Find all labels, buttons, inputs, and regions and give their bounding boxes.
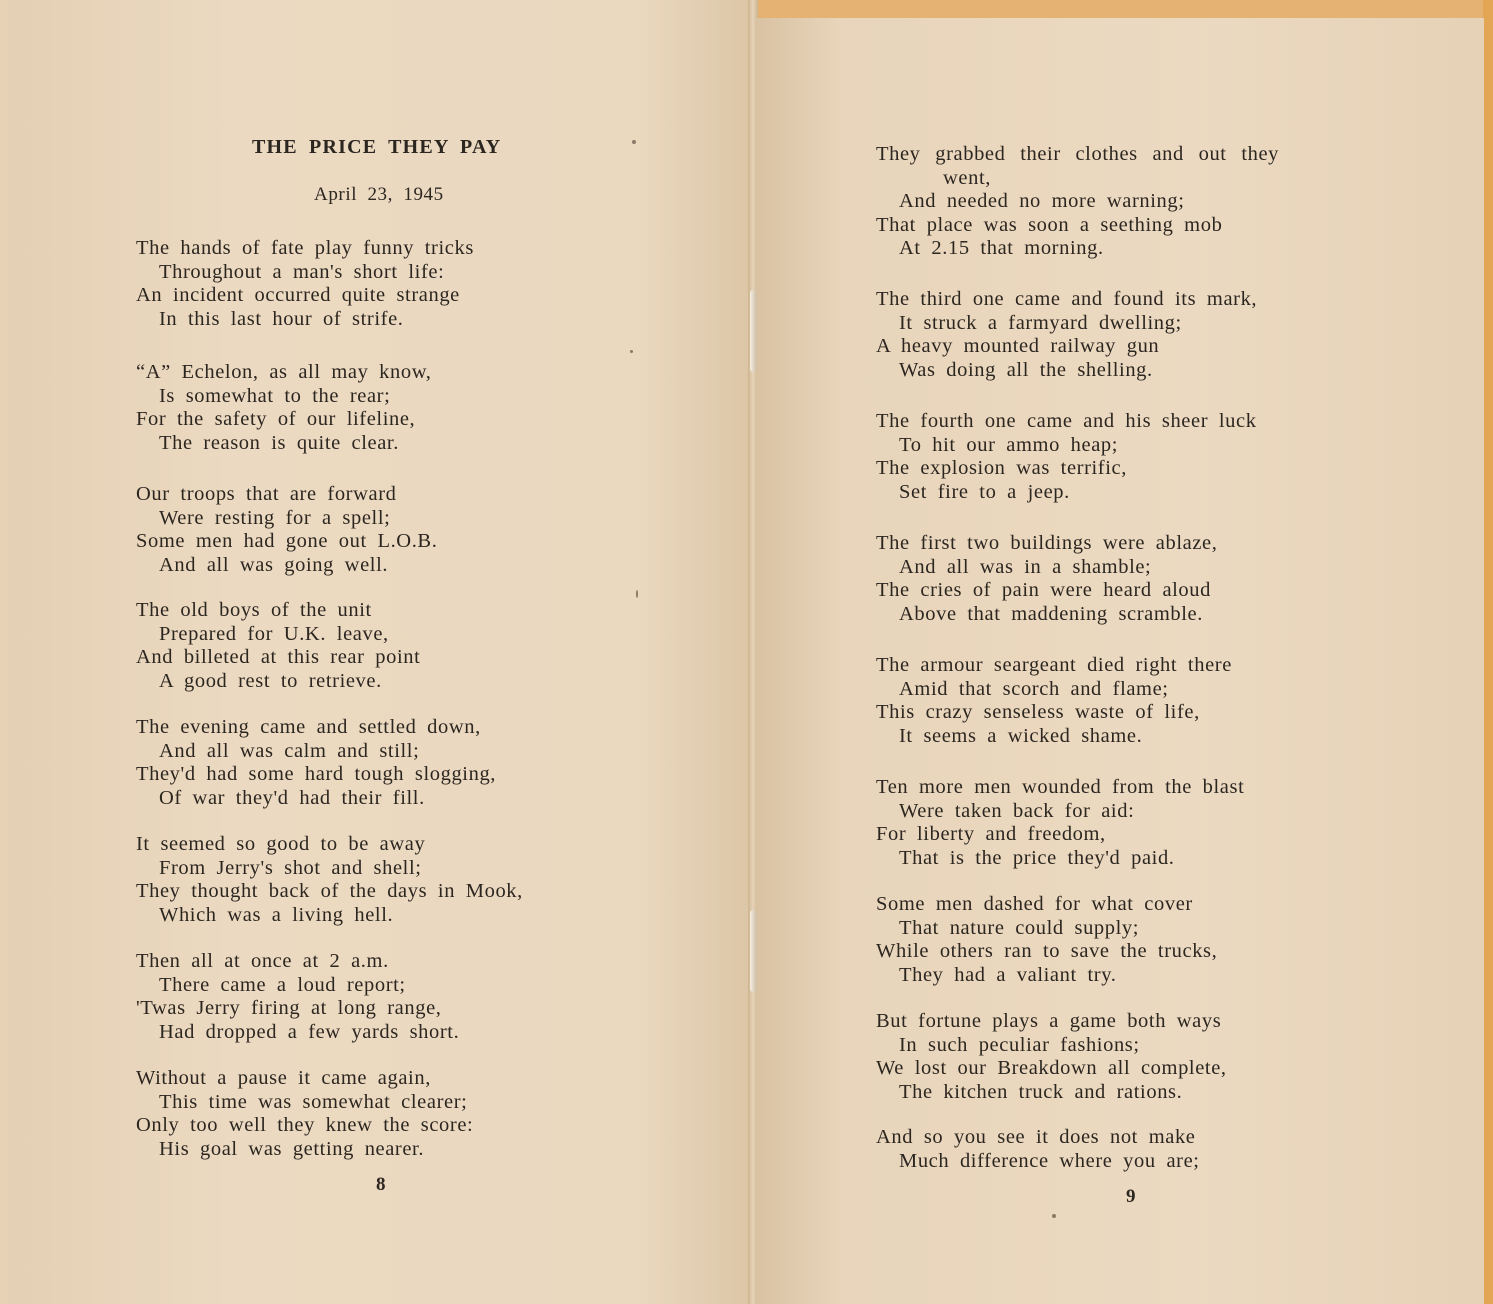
paper-speck — [1052, 1214, 1056, 1218]
poem-title: THE PRICE THEY PAY — [252, 136, 502, 158]
verse-line: That is the price they'd paid. — [899, 846, 1175, 869]
verse-line: Were taken back for aid: — [899, 799, 1135, 822]
verse-line: And so you see it does not make — [876, 1126, 1196, 1148]
verse-line-continuation: went, — [943, 166, 991, 189]
verse-line: And billeted at this rear point — [136, 646, 421, 669]
verse-line: The armour seargeant died right there — [876, 654, 1232, 676]
verse-line: While others ran to save the trucks, — [876, 940, 1218, 963]
verse-line: Some men dashed for what cover — [876, 893, 1193, 915]
verse-line: To hit our ammo heap; — [899, 433, 1119, 456]
verse-line: The explosion was terrific, — [876, 457, 1127, 480]
verse-line: 'Twas Jerry firing at long range, — [136, 997, 442, 1020]
verse-line: This crazy senseless waste of life, — [876, 701, 1200, 724]
verse-line: Were resting for a spell; — [159, 506, 391, 529]
verse-line: A heavy mounted railway gun — [876, 335, 1160, 358]
verse-line: Only too well they knew the score: — [136, 1114, 474, 1137]
verse-line: It seems a wicked shame. — [899, 724, 1143, 747]
verse-line: It struck a farmyard dwelling; — [899, 311, 1182, 334]
verse-line: For the safety of our lifeline, — [136, 408, 416, 431]
verse-line: Amid that scorch and flame; — [899, 677, 1169, 700]
verse-line: Some men had gone out L.O.B. — [136, 530, 438, 553]
verse-line: But fortune plays a game both ways — [876, 1010, 1222, 1032]
verse-line: Prepared for U.K. leave, — [159, 622, 389, 645]
page-number: 8 — [376, 1174, 387, 1195]
stanza-r7 — [876, 1010, 1227, 1104]
verse-line: This time was somewhat clearer; — [159, 1090, 468, 1113]
verse-line: The cries of pain were heard aloud — [876, 579, 1211, 602]
verse-line: The reason is quite clear. — [159, 431, 399, 454]
verse-line: There came a loud report; — [159, 973, 406, 996]
verse-line: Had dropped a few yards short. — [159, 1020, 460, 1043]
verse-line: Throughout a man's short life: — [159, 260, 445, 283]
verse-line: In such peculiar fashions; — [899, 1033, 1140, 1056]
stanza-r6 — [876, 893, 1217, 987]
poem-date: April 23, 1945 — [314, 184, 444, 205]
verse-line: The old boys of the unit — [136, 599, 372, 621]
verse-line: They thought back of the days in Mook, — [136, 880, 523, 903]
paper-speck — [632, 140, 636, 144]
verse-line: And all was calm and still; — [159, 739, 420, 762]
stanza-r4 — [876, 654, 1232, 748]
verse-line: A good rest to retrieve. — [159, 669, 382, 692]
stanza-6 — [136, 833, 523, 927]
cover-top-edge — [756, 0, 1493, 18]
verse-line: Was doing all the shelling. — [899, 358, 1153, 381]
stanza-7 — [136, 950, 459, 1044]
verse-line: From Jerry's shot and shell; — [159, 856, 422, 879]
stanza-8 — [136, 1067, 473, 1161]
verse-line: And all was in a shamble; — [899, 555, 1152, 578]
verse-line: And all was going well. — [159, 553, 389, 576]
verse-line: Set fire to a jeep. — [899, 480, 1070, 503]
verse-line: They'd had some hard tough slogging, — [136, 763, 497, 786]
verse-line: “A” Echelon, as all may know, — [136, 361, 432, 383]
verse-line: We lost our Breakdown all complete, — [876, 1057, 1227, 1080]
verse-line: Which was a living hell. — [159, 903, 394, 926]
stanza-r1 — [876, 288, 1257, 382]
verse-line: His goal was getting nearer. — [159, 1137, 425, 1160]
verse-line: It seemed so good to be away — [136, 833, 426, 855]
verse-line: The fourth one came and his sheer luck — [876, 410, 1257, 432]
verse-line: Of war they'd had their fill. — [159, 786, 425, 809]
verse-line: Ten more men wounded from the blast — [876, 776, 1245, 798]
verse-line-text: They grabbed their clothes and out they — [876, 143, 1280, 165]
verse-line — [876, 143, 1386, 167]
stanza-2 — [136, 361, 432, 455]
stanza-r3 — [876, 532, 1217, 626]
verse-line: An incident occurred quite strange — [136, 284, 460, 307]
stanza-r2 — [876, 410, 1257, 504]
stanza-5 — [136, 716, 496, 810]
stanza-r8 — [876, 1126, 1200, 1173]
verse-line: Our troops that are forward — [136, 483, 397, 505]
verse-line: That nature could supply; — [899, 916, 1140, 939]
stanza-4 — [136, 599, 420, 693]
verse-line: That place was soon a seething mob — [876, 213, 1223, 236]
right-page — [756, 18, 1484, 1304]
verse-line: The third one came and found its mark, — [876, 288, 1258, 310]
stanza-3 — [136, 483, 437, 577]
verse-line: At 2.15 that morning. — [899, 237, 1104, 260]
paper-speck — [636, 590, 638, 598]
stanza-continued — [876, 143, 1386, 261]
verse-line: Then all at once at 2 a.m. — [136, 950, 389, 972]
left-page — [8, 0, 750, 1304]
verse-line: The first two buildings were ablaze, — [876, 532, 1218, 554]
page-number: 9 — [1126, 1186, 1137, 1207]
verse-line: The kitchen truck and rations. — [899, 1080, 1183, 1103]
verse-line: And needed no more warning; — [899, 190, 1185, 213]
stanza-1 — [136, 237, 474, 331]
verse-line: Above that maddening scramble. — [899, 602, 1203, 625]
stanza-r5 — [876, 776, 1244, 870]
paper-speck — [630, 350, 633, 353]
verse-line: For liberty and freedom, — [876, 823, 1106, 846]
verse-line: The hands of fate play funny tricks — [136, 237, 474, 259]
verse-line: Much difference where you are; — [899, 1149, 1200, 1172]
verse-line: Without a pause it came again, — [136, 1067, 431, 1089]
verse-line: Is somewhat to the rear; — [159, 384, 391, 407]
verse-line: In this last hour of strife. — [159, 307, 404, 330]
verse-line: The evening came and settled down, — [136, 716, 481, 738]
verse-line: They had a valiant try. — [899, 963, 1117, 986]
cover-right-edge — [1483, 0, 1493, 1304]
